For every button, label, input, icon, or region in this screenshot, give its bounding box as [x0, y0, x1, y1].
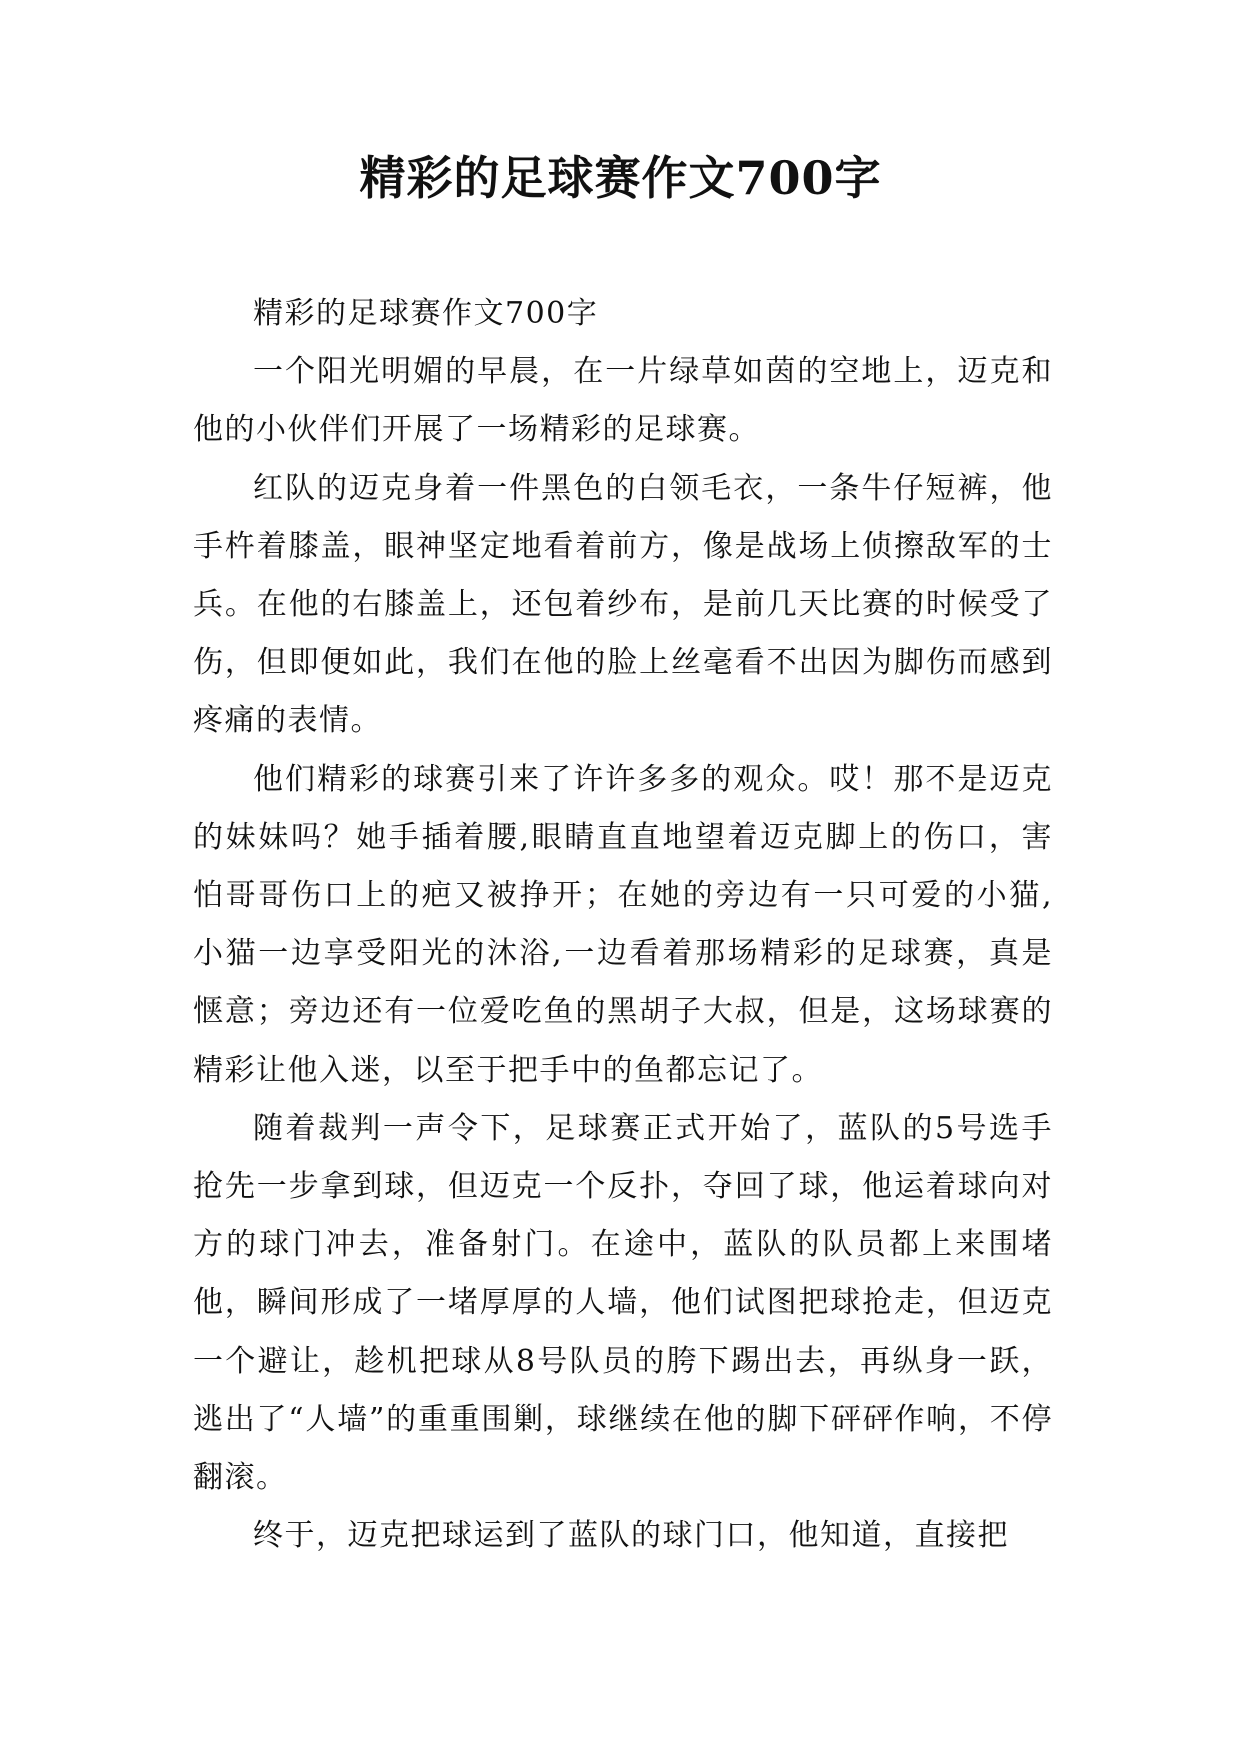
document-body — [193, 285, 1053, 1565]
paragraph: 一个阳光明媚的早晨，在一片绿草如茵的空地上，迈克和他的小伙伴们开展了一场精彩的足球赛。 — [193, 354, 1053, 448]
document-title: 精彩的足球赛作文700字 — [359, 151, 882, 205]
paragraph: 随着裁判一声令下，足球赛正式开始了，蓝队的5号选手抢先一步拿到球，但迈克一个反扑，夺回了球，他运着球向对方的球门冲去，准备射门。在途中，蓝队的队员都上来围堵他，瞬间形成了一堵厚厚的人墙，他们试图把球抢走，但迈克一个避让，趁机把球从8号队员的胯下踢出去，再纵身一跃，逃出了“人墙”的重重围剿，球继续在他的脚下砰砰作响，不停翻滚。 — [193, 1110, 1053, 1496]
paragraph: 他们精彩的球赛引来了许许多多的观众。哎！那不是迈克的妹妹吗？她手插着腰,眼睛直直地望着迈克脚上的伤口，害怕哥哥伤口上的疤又被挣开；在她的旁边有一只可爱的小猫,小猫一边享受阳光的沐浴,一边看着那场精彩的足球赛，真是惬意；旁边还有一位爱吃鱼的黑胡子大叔，但是，这场球赛的精彩让他入迷，以至于把手中的鱼都忘记了。 — [193, 761, 1053, 1088]
paragraph: 终于，迈克把球运到了蓝队的球门口，他知道，直接把 — [253, 1518, 1009, 1554]
paragraph: 红队的迈克身着一件黑色的白领毛衣，一条牛仔短裤，他手杵着膝盖，眼神坚定地看着前方，像是战场上侦擦敌军的士兵。在他的右膝盖上，还包着纱布，是前几天比赛的时候受了伤，但即便如此，我们在他的脸上丝毫看不出因为脚伤而感到疼痛的表情。 — [193, 470, 1053, 739]
paragraph-subtitle: 精彩的足球赛作文700字 — [253, 296, 599, 331]
